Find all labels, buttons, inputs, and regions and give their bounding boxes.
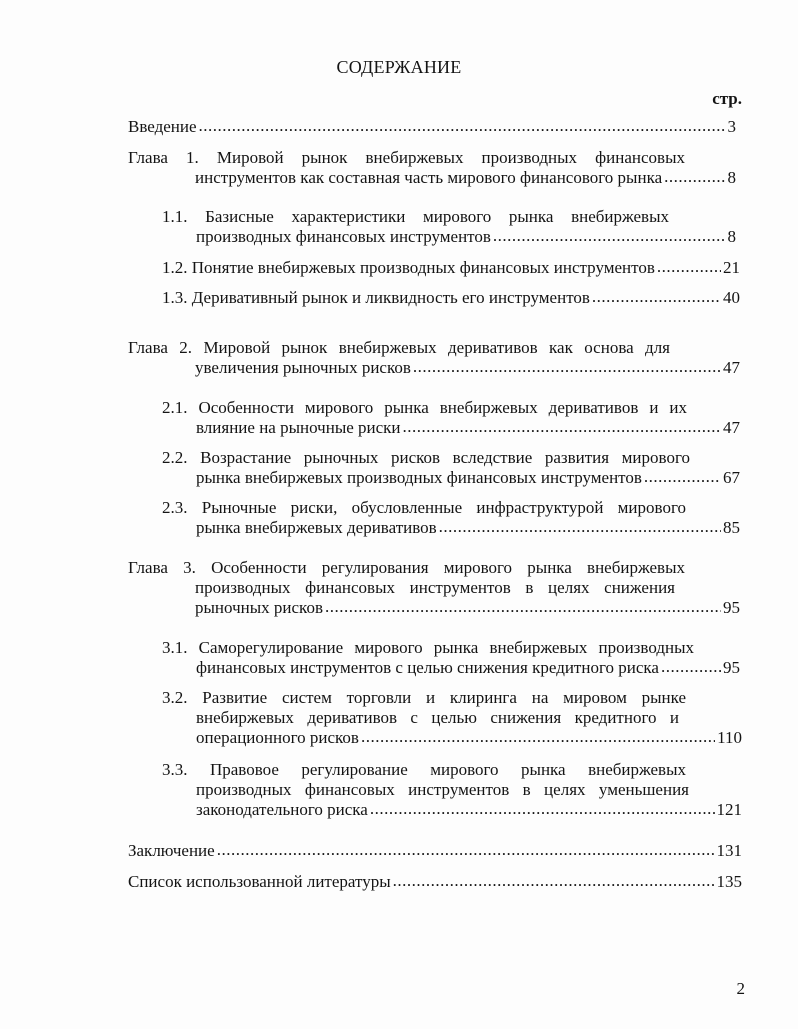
toc-entry-chapter-1 [128, 148, 736, 188]
page-number: 2 [736, 979, 745, 998]
toc-entry-chapter-3 [128, 558, 740, 618]
toc-page-number: 21 [723, 258, 740, 277]
toc-entry-label: увеличения рыночных рисков [195, 358, 411, 377]
toc-entry-conclusion [128, 841, 742, 861]
toc-entry-section-3-3 [162, 760, 742, 820]
toc-entry-label: рынка внебиржевых деривативов [196, 518, 437, 537]
toc-entry-label: 2.1. Особенности мирового рынка внебиржевых деривативов и их [162, 398, 687, 417]
toc-entry-label: законодательного риска [196, 800, 368, 819]
toc-page-number: 47 [723, 418, 740, 437]
toc-page-number: 131 [716, 841, 742, 860]
toc-page-number: 8 [727, 227, 736, 246]
toc-page-number: 110 [717, 728, 742, 747]
dot-leader [439, 517, 721, 537]
dot-leader [413, 357, 721, 377]
dot-leader [644, 467, 721, 487]
toc-entry-label: 2.2. Возрастание рыночных рисков вследствие развития мирового [162, 448, 690, 467]
toc-entry-label: 3.1. Саморегулирование мирового рынка внебиржевых производных [162, 638, 694, 657]
toc-page-number: 95 [723, 658, 740, 677]
toc-entry-chapter-2 [128, 338, 740, 378]
dot-leader [493, 226, 726, 246]
dot-leader [361, 727, 715, 747]
toc-entry-section-1-3 [162, 288, 740, 308]
dot-leader [393, 871, 715, 891]
toc-page-number: 95 [723, 598, 740, 617]
toc-entry-label: 1.3. Деривативный рынок и ликвидность его инструментов [162, 288, 590, 307]
toc-entry-label: операционного рисков [196, 728, 359, 747]
toc-entry-label: 1.2. Понятие внебиржевых производных финансовых инструментов [162, 258, 655, 277]
toc-entry-label: 2.3. Рыночные риски, обусловленные инфраструктурой мирового [162, 498, 686, 517]
toc-entry-section-3-1 [162, 638, 740, 678]
dot-leader [664, 167, 725, 187]
dot-leader [657, 257, 721, 277]
toc-page-number: 135 [716, 872, 742, 891]
toc-page-number: 47 [723, 358, 740, 377]
toc-entry-label: инструментов как составная часть мирового финансового рынка [195, 168, 663, 187]
toc-title: СОДЕРЖАНИЕ [336, 57, 462, 77]
toc-entry-label: производных финансовых инструментов в целях уменьшения [196, 780, 689, 799]
toc-entry-intro [128, 117, 736, 137]
toc-entry-references [128, 872, 742, 892]
toc-page-number: 121 [716, 800, 742, 819]
dot-leader [370, 799, 715, 819]
page-column-header: стр. [712, 89, 742, 108]
toc-page-number: 3 [727, 117, 736, 136]
toc-entry-label: Введение [128, 117, 197, 136]
toc-entry-label: 3.2. Развитие систем торговли и клиринга на мировом рынке [162, 688, 686, 707]
toc-entry-label: 3.3. Правовое регулирование мирового рынка внебиржевых [162, 760, 686, 779]
toc-entry-label: производных финансовых инструментов в целях снижения [195, 578, 675, 597]
toc-page-number: 8 [727, 168, 736, 187]
toc-entry-section-1-2 [162, 258, 740, 278]
toc-page-number: 67 [723, 468, 740, 487]
toc-entry-label: Список использованной литературы [128, 872, 391, 891]
toc-entry-label: Глава 1. Мировой рынок внебиржевых производных финансовых [128, 148, 685, 167]
toc-entry-label: Заключение [128, 841, 215, 860]
toc-entry-label: рыночных рисков [195, 598, 323, 617]
toc-entry-label: рынка внебиржевых производных финансовых инструментов [196, 468, 642, 487]
dot-leader [661, 657, 721, 677]
toc-entry-label: Глава 3. Особенности регулирования мирового рынка внебиржевых [128, 558, 685, 577]
toc-entry-section-2-2 [162, 448, 740, 488]
toc-page-number: 40 [723, 288, 740, 307]
dot-leader [592, 287, 721, 307]
toc-entry-label: влияние на рыночные риски [196, 418, 401, 437]
toc-entry-label: финансовых инструментов с целью снижения кредитного риска [196, 658, 659, 677]
toc-entry-section-3-2 [162, 688, 742, 748]
dot-leader [403, 417, 721, 437]
toc-entry-label: Глава 2. Мировой рынок внебиржевых деривативов как основа для [128, 338, 670, 357]
toc-entry-label: производных финансовых инструментов [196, 227, 491, 246]
toc-entry-section-2-3 [162, 498, 740, 538]
dot-leader [217, 840, 715, 860]
toc-entry-label: 1.1. Базисные характеристики мирового рынка внебиржевых [162, 207, 669, 226]
dot-leader [199, 116, 726, 136]
toc-entry-label: внебиржевых деривативов с целью снижения кредитного и [196, 708, 679, 727]
dot-leader [325, 597, 721, 617]
toc-entry-section-1-1 [162, 207, 736, 247]
toc-page-number: 85 [723, 518, 740, 537]
toc-entry-section-2-1 [162, 398, 740, 438]
